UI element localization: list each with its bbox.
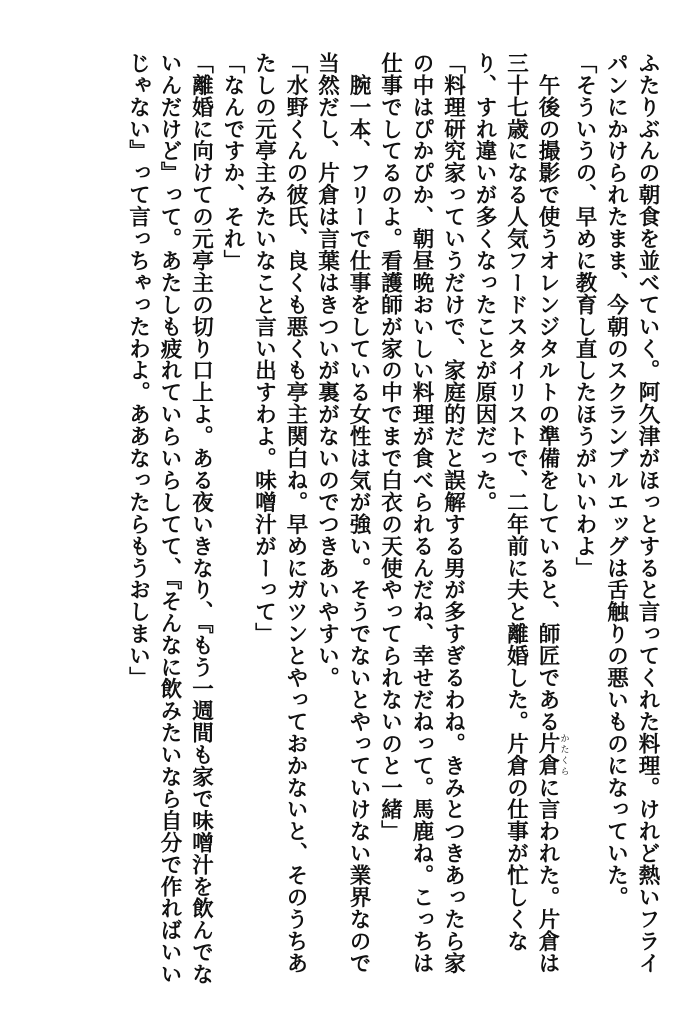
text-line-9: 仕事でしてるのよ。看護師が家の中でまで白衣の天使やってられないのと一緒」 [377, 52, 403, 843]
text-line-7: 「料理研究家っていうだけで、家庭的だと誤解する男が多すぎるわね。きみとつきあったら家 [440, 52, 466, 974]
text-line-1: ふたりぶんの朝食を並べていく。阿久津がほっとすると言ってくれた料理。けれど熱いフライ [635, 52, 660, 974]
text-line-15: 「離婚に向けての元亭主の切り口上よ。ある夜いきなり、『もう一週間も家で味噌汁を飲んでな [188, 52, 214, 986]
text-line-4-start: 午後の撮影で使うオレンジタルトの準備をしていると、師匠である [535, 52, 560, 733]
text-line-2: パンにかけられたまま、今朝のスクランブルエッグは舌触りの悪いものになっていた。 [603, 52, 629, 909]
text-line-10: 腕一本、フリーで仕事をしている女性は気が強い。そうでないとやっていけない業界なので [346, 52, 371, 974]
text-line-17: じゃない』って言っちゃったわよ。ああなったらもうおしまい」 [125, 52, 151, 689]
ruby-katakura [535, 732, 569, 777]
text-line-3: 「そういうの、早めに教育し直したほうがいいわよ」 [572, 52, 597, 579]
ruby-reading: かたくら [558, 732, 569, 777]
text-line-4 [532, 52, 569, 972]
text-line-16: いんだけど』って。あたしも疲れていらいらしてて、『そんなに飲みたいなら自分で作ればいい [157, 52, 182, 986]
text-line-11: 当然だし、片倉は言葉はきついが裏がないのでつきあいやすい。 [314, 52, 340, 689]
text-line-4-end: に言われた。片倉は [535, 776, 560, 974]
text-line-6: り、すれ違いが多くなったことが原因だった。 [472, 52, 497, 513]
text-line-14: 「なんですか、それ」 [220, 52, 245, 272]
text-line-8: の中はぴかぴか、朝昼晩おいしい料理が食べられるんだね、幸せだねって。馬鹿ね。こっちは [409, 52, 434, 974]
text-line-5: 三十七歳になる人気フードスタイリストで、二年前に夫と離婚した。片倉の仕事が忙しくな [503, 52, 529, 952]
ruby-base: 片倉 [535, 732, 560, 777]
vertical-text-body [33, 52, 663, 986]
text-line-13: たしの元亭主みたいなこと言い出すわよ。味噌汁がーって」 [251, 52, 277, 645]
text-line-12: 「水野くんの彼氏、良くも悪くも亭主関白ね。早めにガツンとやっておかないと、そのうちあ [283, 52, 308, 974]
